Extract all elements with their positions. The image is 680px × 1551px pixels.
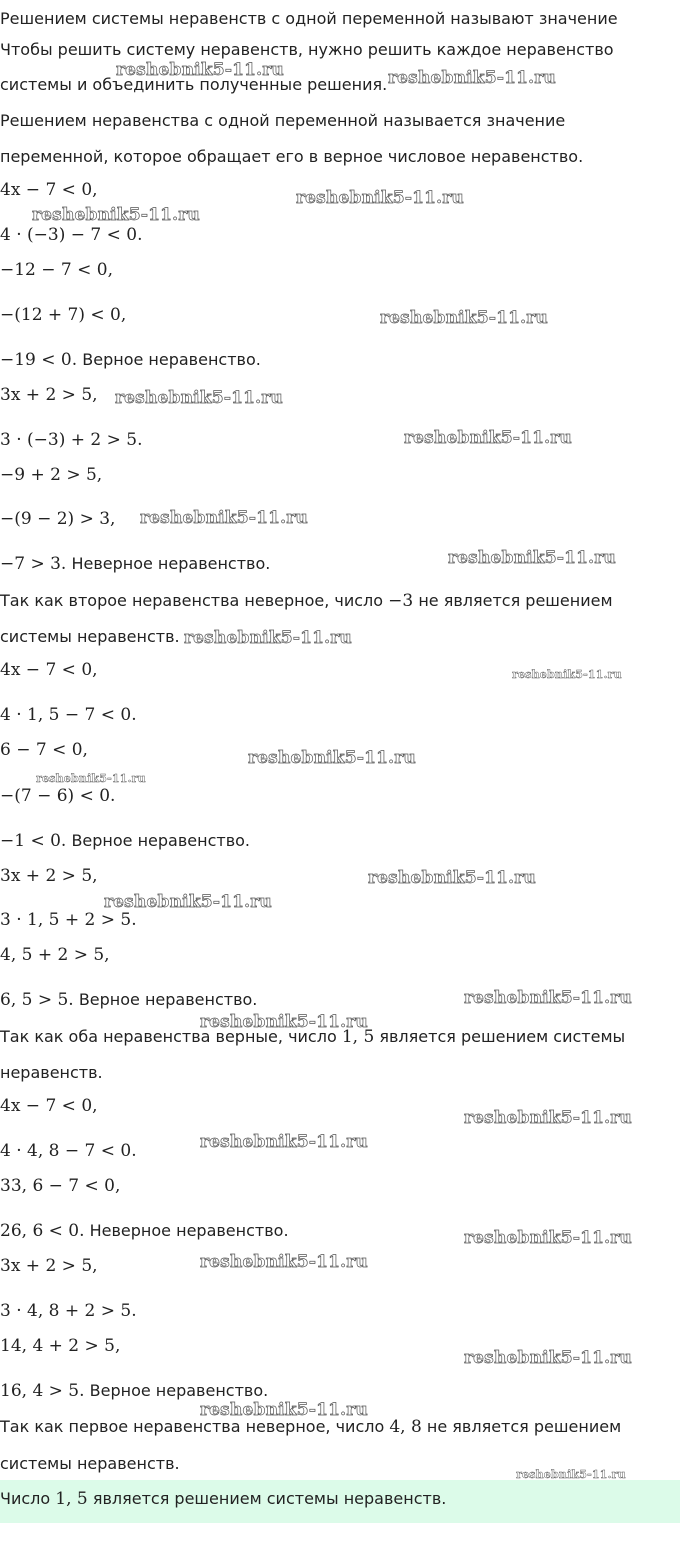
calc2-concl-text-a: Так как оба неравенства верные, число <box>0 1027 337 1046</box>
calc3-eq4: 26, 6 < 0. <box>0 1221 85 1241</box>
calc3-conclusion <box>0 1418 680 1437</box>
calc3-eq3: 33, 6 − 7 < 0, <box>0 1176 121 1196</box>
watermark: reshebnik5-11.ru <box>36 772 146 785</box>
calc1-conclusion-end: системы неравенств. <box>0 627 180 646</box>
calc3-eq8-note: Верное неравенство. <box>89 1381 269 1400</box>
calc1-eq7: 3 · (−3) + 2 > 5. <box>0 430 143 450</box>
calc1-eq2: 4 · (−3) − 7 < 0. <box>0 225 143 245</box>
calc2-concl-text-b: является решением системы <box>379 1027 626 1046</box>
calc1-eq8: −9 + 2 > 5, <box>0 465 103 485</box>
watermark: reshebnik5-11.ru <box>248 748 416 768</box>
intro-line-1: Решением системы неравенств с одной переменной называют значение <box>0 9 618 28</box>
watermark: reshebnik5-11.ru <box>140 508 308 528</box>
watermark: reshebnik5-11.ru <box>200 1400 368 1420</box>
calc1-concl-text-a: Так как второе неравенства неверное, число <box>0 591 384 610</box>
calc2-conclusion-end: неравенств. <box>0 1063 103 1082</box>
watermark: reshebnik5-11.ru <box>404 428 572 448</box>
calc3-eq8-row <box>0 1382 680 1401</box>
answer-line <box>0 1490 680 1509</box>
watermark: reshebnik5-11.ru <box>184 628 352 648</box>
calc2-eq7: 3 · 1, 5 + 2 > 5. <box>0 910 137 930</box>
watermark: reshebnik5-11.ru <box>448 548 616 568</box>
calc2-eq2: 4 · 1, 5 − 7 < 0. <box>0 705 137 725</box>
answer-number: 1, 5 <box>55 1489 88 1509</box>
calc1-concl-number: −3 <box>388 591 414 611</box>
calc2-eq9-note: Верное неравенство. <box>78 990 258 1009</box>
calc3-eq4-note: Неверное неравенство. <box>89 1221 289 1240</box>
calc3-concl-text-a: Так как первое неравенства неверное, число <box>0 1417 385 1436</box>
watermark: reshebnik5-11.ru <box>200 1252 368 1272</box>
watermark: reshebnik5-11.ru <box>200 1132 368 1152</box>
intro-line-4: Решением неравенства с одной переменной называется значение <box>0 111 566 130</box>
calc2-eq1: 4x − 7 < 0, <box>0 660 98 680</box>
intro-line-2: Чтобы решить систему неравенств, нужно решить каждое неравенство <box>0 40 614 59</box>
calc1-eq3: −12 − 7 < 0, <box>0 260 114 280</box>
watermark: reshebnik5-11.ru <box>464 1108 632 1128</box>
calc2-eq5-note: Верное неравенство. <box>71 831 251 850</box>
calc2-eq9: 6, 5 > 5. <box>0 990 74 1010</box>
calc3-eq1: 4x − 7 < 0, <box>0 1096 98 1116</box>
calc3-eq6: 3 · 4, 8 + 2 > 5. <box>0 1301 137 1321</box>
intro-line-5: переменной, которое обращает его в верное числовое неравенство. <box>0 147 584 166</box>
answer-box <box>0 1480 680 1523</box>
watermark: reshebnik5-11.ru <box>464 1348 632 1368</box>
watermark: reshebnik5-11.ru <box>464 1228 632 1248</box>
watermark: reshebnik5-11.ru <box>516 1468 626 1481</box>
watermark: reshebnik5-11.ru <box>512 668 622 681</box>
calc1-eq6: 3x + 2 > 5, <box>0 385 98 405</box>
watermark: reshebnik5-11.ru <box>380 308 548 328</box>
calc1-conclusion <box>0 592 680 611</box>
intro-line-3: системы и объединить полученные решения. <box>0 75 388 94</box>
calc1-eq10: −7 > 3. <box>0 554 67 574</box>
watermark: reshebnik5-11.ru <box>296 188 464 208</box>
calc1-eq1: 4x − 7 < 0, <box>0 180 98 200</box>
calc2-eq3: 6 − 7 < 0, <box>0 740 88 760</box>
watermark: reshebnik5-11.ru <box>200 1012 368 1032</box>
calc1-eq5: −19 < 0. <box>0 350 78 370</box>
calc2-eq8: 4, 5 + 2 > 5, <box>0 945 110 965</box>
calc2-eq5: −1 < 0. <box>0 831 67 851</box>
watermark: reshebnik5-11.ru <box>388 68 556 88</box>
watermark: reshebnik5-11.ru <box>464 988 632 1008</box>
calc2-eq5-row <box>0 832 680 851</box>
calc3-eq7: 14, 4 + 2 > 5, <box>0 1336 121 1356</box>
calc1-eq4: −(12 + 7) < 0, <box>0 305 127 325</box>
calc2-eq6: 3x + 2 > 5, <box>0 866 98 886</box>
calc1-concl-text-b: не является решением <box>418 591 613 610</box>
calc1-eq9: −(9 − 2) > 3, <box>0 509 116 529</box>
calc3-concl-text-b: не является решением <box>426 1417 622 1436</box>
calc3-conclusion-end: системы неравенств. <box>0 1454 180 1473</box>
calc1-eq10-note: Неверное неравенство. <box>71 554 271 573</box>
calc3-eq8: 16, 4 > 5. <box>0 1381 85 1401</box>
calc2-eq4: −(7 − 6) < 0. <box>0 786 116 806</box>
answer-text-a: Число <box>0 1489 51 1508</box>
calc1-eq5-note: Верное неравенство. <box>82 350 261 369</box>
watermark: reshebnik5-11.ru <box>368 868 536 888</box>
watermark: reshebnik5-11.ru <box>32 205 200 225</box>
watermark: reshebnik5-11.ru <box>116 60 284 80</box>
calc2-concl-number: 1, 5 <box>341 1027 375 1047</box>
answer-text-b: является решением системы неравенств. <box>92 1489 447 1508</box>
calc3-eq2: 4 · 4, 8 − 7 < 0. <box>0 1141 137 1161</box>
watermark: reshebnik5-11.ru <box>104 892 272 912</box>
calc3-eq5: 3x + 2 > 5, <box>0 1256 98 1276</box>
calc3-concl-number: 4, 8 <box>389 1417 422 1437</box>
calc1-eq5-row <box>0 351 680 370</box>
watermark: reshebnik5-11.ru <box>115 388 283 408</box>
